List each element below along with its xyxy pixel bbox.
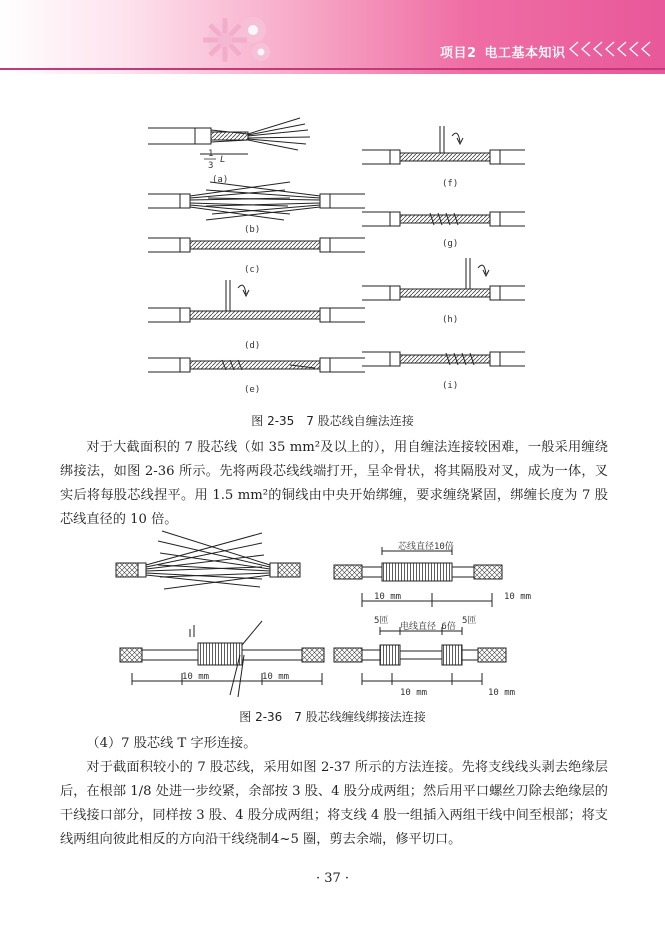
panel-b-diagram	[148, 182, 365, 220]
binding-finished-diagram	[334, 547, 502, 607]
panel-label-h: (h)	[442, 315, 459, 325]
fraction-variable: L	[220, 155, 226, 165]
paragraph-1-text: 对于大截面积的 7 股芯线（如 35 mm²及以上的），用自缠法连接较困难，一般采用缠绕绑接法，如图 2-36 所示。先将两段芯线线端打开，呈伞骨状，将其隔股对叉，成为一体，叉实后将每股芯线捏平。用 1.5 mm²的铜线由中央开始绑缠，要求缠绕紧固，绑缠长度为 7 股芯线直径的 10 倍。	[60, 440, 608, 527]
panel-h-diagram	[362, 258, 525, 300]
t-binding-diagram	[120, 621, 324, 697]
project-label: 项目2	[440, 46, 477, 61]
label-wire-diameter-6x: 电线直径 6倍	[400, 622, 456, 632]
gear-logo-icon	[195, 6, 285, 68]
paragraph-1	[60, 436, 608, 532]
panel-c-diagram	[148, 238, 365, 252]
panel-label-g: (g)	[442, 239, 459, 249]
header-rule	[0, 68, 665, 70]
section-4	[60, 732, 608, 852]
panel-i-diagram	[362, 352, 525, 366]
label-10mm-a: 10 mm	[374, 592, 402, 602]
label-10mm-f: 10 mm	[488, 688, 516, 698]
panel-label-f: (f)	[442, 179, 459, 189]
panel-d-diagram	[148, 280, 365, 322]
page-number: · 37 ·	[315, 871, 350, 886]
chevron-left-icon	[568, 40, 654, 58]
chapter-label: 电工基本知识	[484, 46, 566, 61]
figure-2-36-caption: 图 2-36 7 股芯线缠线绑接法连接	[239, 710, 426, 724]
label-10mm-c: 10 mm	[182, 672, 210, 682]
fraction-denominator: 3	[208, 161, 214, 171]
figure-2-35-caption: 图 2-35 7 股芯线自缠法连接	[251, 414, 414, 428]
panel-a-diagram	[148, 118, 310, 154]
figure-2-35	[140, 110, 530, 405]
page-header	[0, 0, 665, 74]
figure-2-36	[112, 525, 542, 700]
panel-g-diagram	[362, 212, 525, 226]
panel-label-b: (b)	[244, 225, 261, 235]
fan-strands-diagram	[116, 531, 300, 589]
panel-label-i: (i)	[442, 381, 459, 391]
paragraph-2-text: 对于截面积较小的 7 股芯线，采用如图 2-37 所示的方法连接。先将支线线头剥去绝缘层后，在根部 1/8 处进一步绞紧，余部按 3 股、4 股分成两组；然后用平口螺丝刀除去绝缘层的干线接口部分，同样按 3 股、4 股分成两组；将支线 4 股一组插入两组干线中间至根部；将支线两组向彼此相反的方向沿干线绕制4~5 圈，剪去余端，修平切口。	[60, 760, 608, 847]
label-core-diameter-10x: 芯线直径10倍	[398, 542, 454, 552]
panel-label-d: (d)	[244, 341, 261, 351]
panel-f-diagram	[362, 126, 525, 164]
label-10mm-d: 10 mm	[262, 672, 290, 682]
fraction-numerator: 1	[208, 149, 214, 159]
panel-e-diagram	[148, 358, 365, 372]
label-10mm-b: 10 mm	[504, 592, 532, 602]
label-10mm-e: 10 mm	[400, 688, 428, 698]
header-title	[440, 42, 574, 61]
label-5-turns-left: 5匝	[374, 616, 389, 626]
section-heading: （4）7 股芯线 T 字形连接。	[86, 736, 257, 751]
label-5-turns-right: 5匝	[462, 616, 477, 626]
panel-label-a: (a)	[212, 175, 229, 185]
panel-label-e: (e)	[244, 385, 261, 395]
panel-label-c: (c)	[244, 265, 261, 275]
